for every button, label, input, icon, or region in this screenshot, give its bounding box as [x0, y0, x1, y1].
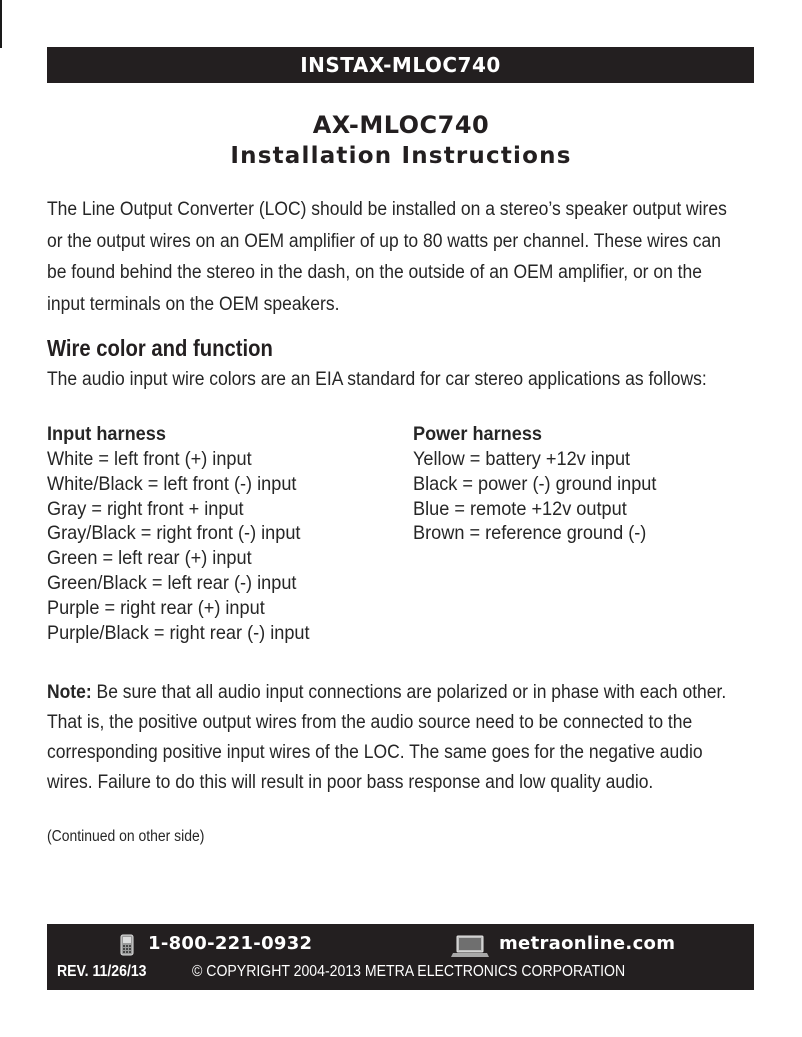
power-harness-heading: Power harness [413, 423, 543, 445]
intro-line: input terminals on the OEM speakers. [47, 293, 340, 315]
note-paragraph [47, 678, 727, 798]
legal-row [47, 962, 754, 986]
wire-section-description: The audio input wire colors are an EIA standard for car stereo applications as follows: [47, 369, 707, 390]
list-item: Purple/Black = right rear (-) input [47, 621, 310, 644]
intro-line: The Line Output Converter (LOC) should be installed on a stereo’s speaker output wires [47, 199, 727, 220]
copyright-text: © COPYRIGHT 2004-2013 METRA ELECTRONICS CORPORATION [192, 963, 626, 980]
list-item: Gray/Black = right front (-) input [47, 522, 301, 545]
footer-bar [47, 924, 754, 990]
input-harness-list [47, 421, 310, 645]
note-line: wires. Failure to do this will result in poor bass response and low quality audio. [47, 772, 654, 793]
input-harness-heading: Input harness [47, 423, 166, 445]
list-item: Yellow = battery +12v input [413, 448, 631, 470]
note-line: That is, the positive output wires from the audio source need to be connected to the [47, 712, 693, 733]
intro-line: or the output wires on an OEM amplifier of up to 80 watts per channel. These wires can [47, 230, 721, 252]
revision-label: REV. 11/26/13 [57, 963, 147, 980]
list-item: Blue = remote +12v output [413, 497, 627, 520]
title-subtitle: Installation Instructions [230, 143, 572, 169]
note-text: Be sure that all audio input connections are polarized or in phase with each other. [91, 682, 727, 703]
phone-number[interactable]: 1-800-221-0932 [148, 933, 313, 954]
document-title [0, 109, 802, 171]
note-first-line [47, 678, 727, 708]
note-label: Note: [47, 682, 92, 703]
title-model: AX-MLOC740 [312, 111, 490, 139]
list-item: White/Black = left front (-) input [47, 472, 297, 495]
list-item: Brown = reference ground (-) [413, 522, 647, 545]
note-line: corresponding positive input wires of the LOC. The same goes for the negative audio [47, 742, 703, 763]
intro-paragraph [47, 194, 727, 320]
laptop-icon [451, 934, 489, 958]
power-harness-list [413, 421, 656, 546]
continued-note: (Continued on other side) [47, 828, 205, 845]
list-item: Purple = right rear (+) input [47, 596, 265, 619]
list-item: Green/Black = left rear (-) input [47, 571, 297, 594]
product-code: INSTAX-MLOC740 [300, 53, 501, 77]
website-link[interactable]: metraonline.com [499, 933, 676, 954]
contact-row [47, 930, 754, 958]
list-item: White = left front (+) input [47, 448, 252, 470]
phone-icon [120, 934, 134, 956]
header-bar [47, 47, 754, 83]
list-item: Black = power (-) ground input [413, 472, 657, 495]
intro-line: be found behind the stereo in the dash, on the outside of an OEM amplifier, or on the [47, 262, 702, 283]
crop-mark [0, 0, 2, 48]
list-item: Green = left rear (+) input [47, 547, 252, 570]
wire-section-heading: Wire color and function [47, 335, 273, 361]
list-item: Gray = right front + input [47, 497, 244, 520]
